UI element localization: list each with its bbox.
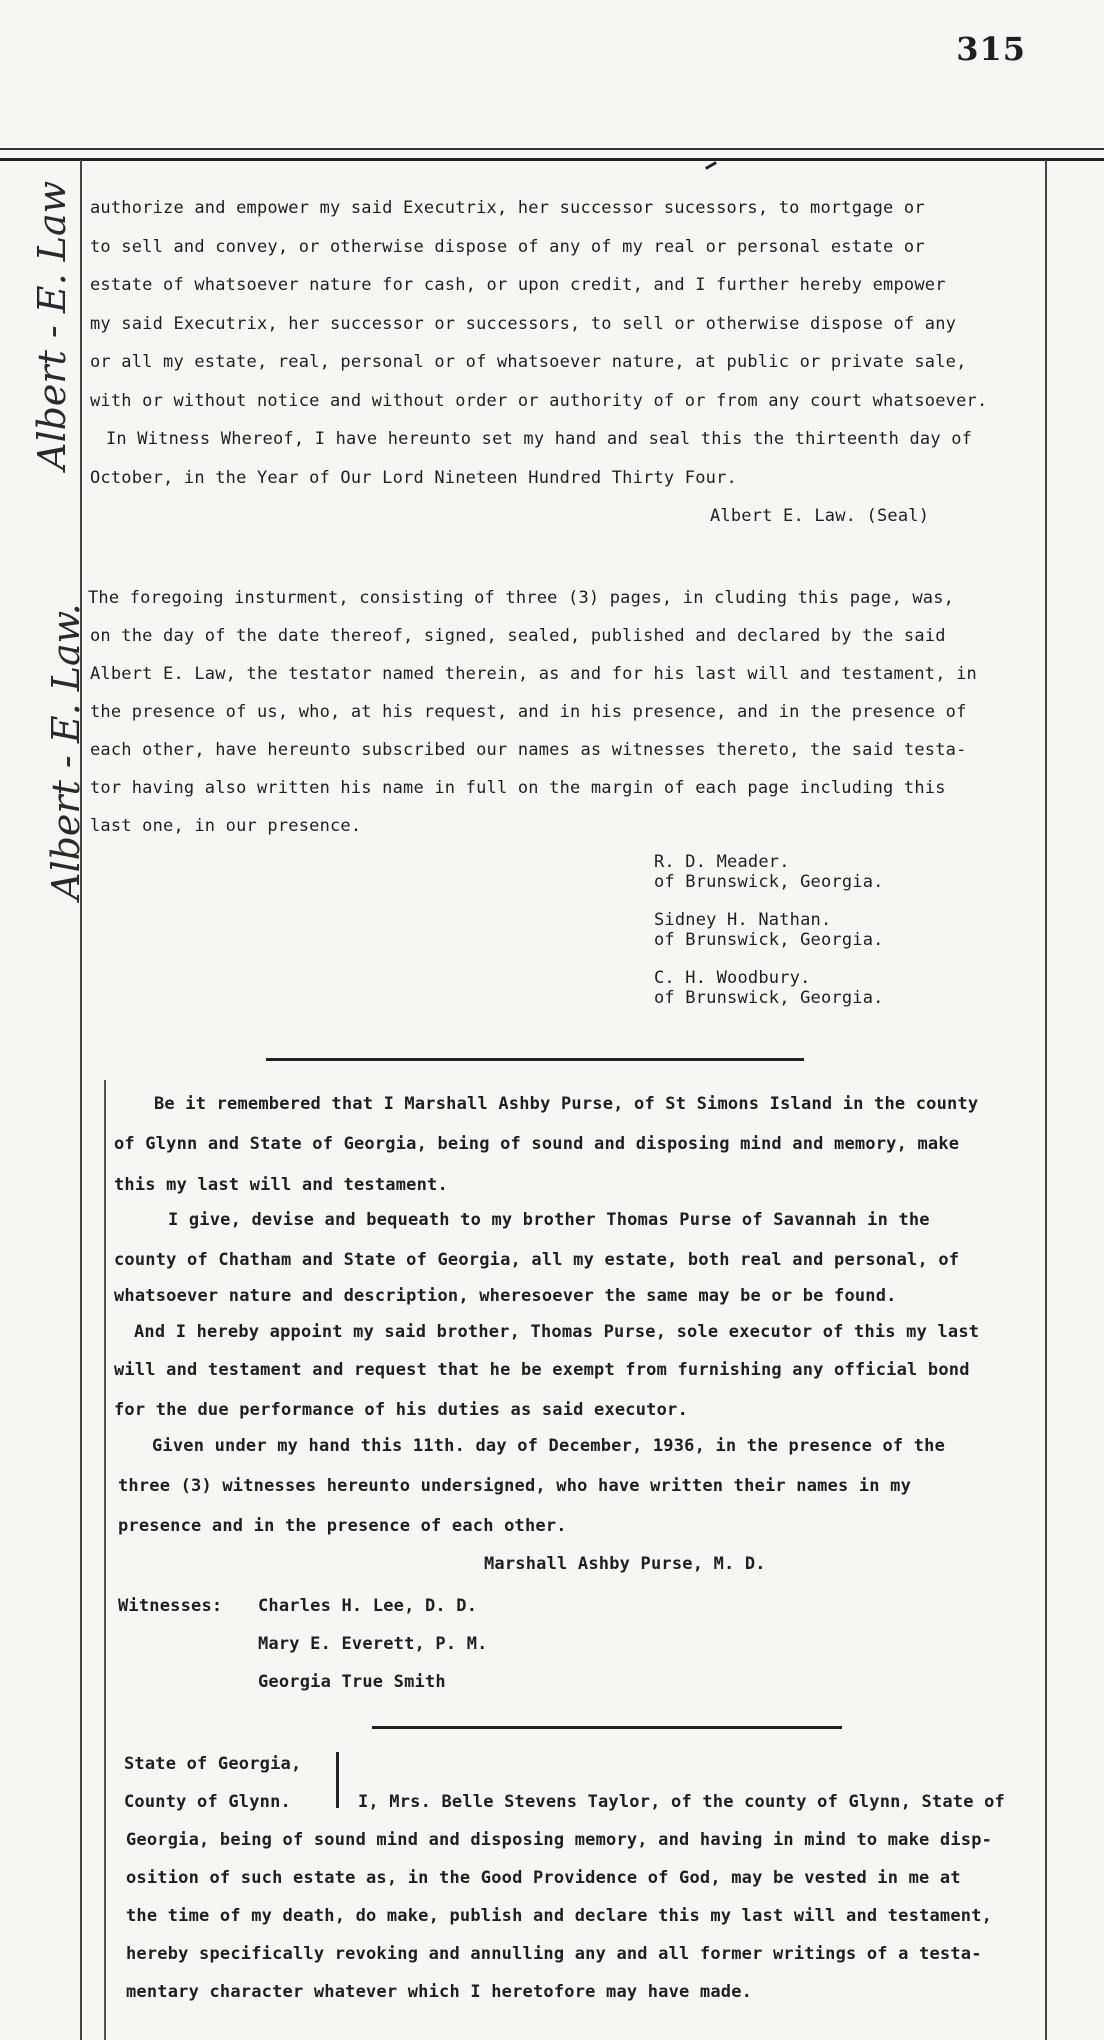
margin-signature-1: Albert - E. Law [30, 180, 74, 470]
section-separator [266, 1058, 804, 1061]
ink-mark [705, 161, 717, 170]
will3-line: the time of my death, do make, publish and declare this my last will and testament, [126, 1906, 993, 1926]
witnesses-label: Witnesses: [118, 1596, 223, 1616]
will2-line: presence and in the presence of each other. [118, 1516, 567, 1536]
attestation-line: on the day of the date thereof, signed, sealed, published and declared by the said [90, 626, 946, 646]
inner-margin-line [104, 1080, 106, 2040]
will2-line: Given under my hand this 11th. day of December, 1936, in the presence of the [152, 1436, 946, 1456]
section-separator [372, 1726, 842, 1729]
attestation-line: last one, in our presence. [90, 816, 362, 836]
will1-line: to sell and convey, or otherwise dispose of any of my real or personal estate or [90, 237, 925, 257]
will3-line: osition of such estate as, in the Good Providence of God, may be vested in me at [126, 1868, 961, 1888]
will1-line: my said Executrix, her successor or successors, to sell or otherwise dispose of any [90, 314, 957, 334]
witness-name: R. D. Meader. [654, 852, 790, 872]
will2-signature: Marshall Ashby Purse, M. D. [484, 1554, 766, 1574]
attestation-line: tor having also written his name in full on the margin of each page including this [90, 778, 946, 798]
will3-line: I, Mrs. Belle Stevens Taylor, of the county of Glynn, State of [358, 1792, 1005, 1812]
will3-line: Georgia, being of sound mind and disposing memory, and having in mind to make disp- [126, 1830, 993, 1850]
header-rule [0, 148, 1104, 150]
header-rule-heavy [0, 158, 1104, 161]
witness-name: Mary E. Everett, P. M. [258, 1634, 488, 1654]
will2-line: three (3) witnesses hereunto undersigned, who have written their names in my [118, 1476, 912, 1496]
will1-line: authorize and empower my said Executrix, her successor sucessors, to mortgage or [90, 198, 925, 218]
page-number: 315 [956, 30, 1026, 68]
heading-bracket [336, 1752, 339, 1808]
will3-line: hereby specifically revoking and annulling any and all former writings of a testa- [126, 1944, 982, 1964]
will1-signature: Albert E. Law. (Seal) [710, 506, 930, 526]
will2-line: county of Chatham and State of Georgia, all my estate, both real and personal, of [114, 1250, 960, 1270]
will2-line: And I hereby appoint my said brother, Thomas Purse, sole executor of this my last [134, 1322, 980, 1342]
witness-place: of Brunswick, Georgia. [654, 930, 884, 950]
margin-signature-2: Albert - E. Law. [44, 603, 88, 900]
witness-name: Sidney H. Nathan. [654, 910, 832, 930]
will1-line: estate of whatsoever nature for cash, or upon credit, and I further hereby empower [90, 275, 946, 295]
left-margin-line [80, 160, 82, 2040]
will3-heading-state: State of Georgia, [124, 1754, 302, 1774]
witness-place: of Brunswick, Georgia. [654, 872, 884, 892]
attestation-line: each other, have hereunto subscribed our names as witnesses thereto, the said testa- [90, 740, 967, 760]
will1-line: or all my estate, real, personal or of whatsoever nature, at public or private sale, [90, 352, 967, 372]
witness-name: C. H. Woodbury. [654, 968, 811, 988]
will2-line: will and testament and request that he be exempt from furnishing any official bond [114, 1360, 970, 1380]
will1-line: with or without notice and without order or authority of or from any court whatsoever. [90, 391, 988, 411]
will2-line: this my last will and testament. [114, 1175, 448, 1195]
will2-line: I give, devise and bequeath to my brother Thomas Purse of Savannah in the [168, 1210, 930, 1230]
will2-line: for the due performance of his duties as said executor. [114, 1400, 688, 1420]
witness-place: of Brunswick, Georgia. [654, 988, 884, 1008]
will3-line: mentary character whatever which I heretofore may have made. [126, 1982, 753, 2002]
will2-line: whatsoever nature and description, wheresoever the same may be or be found. [114, 1286, 897, 1306]
attestation-line: Albert E. Law, the testator named therein, as and for his last will and testament, in [90, 664, 977, 684]
attestation-line: the presence of us, who, at his request, and in his presence, and in the presence of [90, 702, 967, 722]
witness-name: Georgia True Smith [258, 1672, 446, 1692]
will1-line: In Witness Whereof, I have hereunto set my hand and seal this the thirteenth day of [106, 429, 973, 449]
attestation-line: The foregoing insturment, consisting of three (3) pages, in cluding this page, was, [88, 588, 955, 608]
will1-line: October, in the Year of Our Lord Nineteen Hundred Thirty Four. [90, 468, 737, 488]
right-margin-line [1045, 160, 1047, 2040]
witness-name: Charles H. Lee, D. D. [258, 1596, 478, 1616]
will3-heading-county: County of Glynn. [124, 1792, 291, 1812]
will2-line: Be it remembered that I Marshall Ashby Purse, of St Simons Island in the county [154, 1094, 979, 1114]
will2-line: of Glynn and State of Georgia, being of sound and disposing mind and memory, make [114, 1134, 960, 1154]
